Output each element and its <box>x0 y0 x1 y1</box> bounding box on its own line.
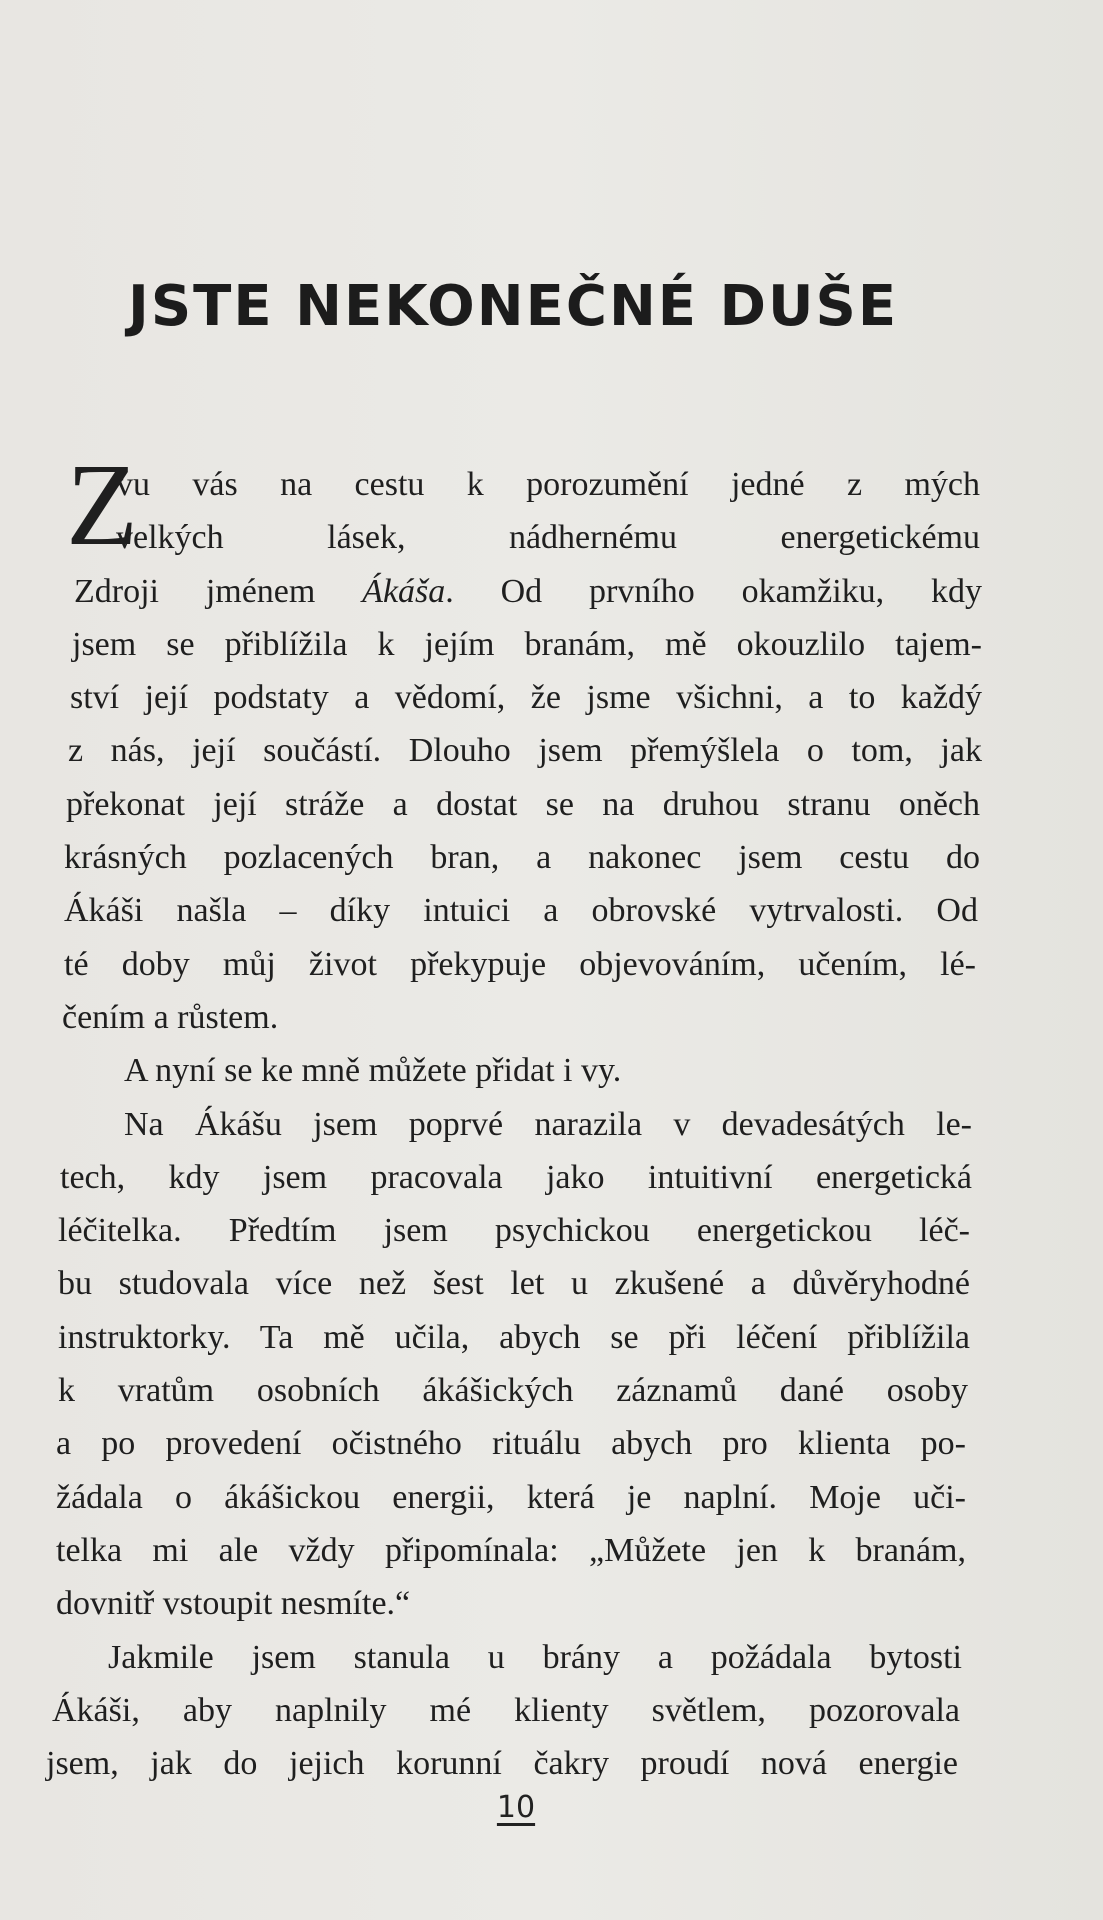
page-number <box>0 1788 1032 1828</box>
text-segment: a po provedení očistného rituálu abych pro klienta po- <box>56 1425 966 1463</box>
text-line <box>124 1044 740 1097</box>
text-segment: k vratům osobních ákášických záznamů dané osoby <box>58 1372 968 1410</box>
text-segment: Ákáši našla – díky intuici a obrovské vytrvalosti. Od <box>64 892 978 930</box>
text-line <box>56 1577 500 1630</box>
text-line <box>64 831 980 884</box>
body-text <box>0 439 1000 1790</box>
text-segment: vu vás na cestu k porozumění jedné z mých <box>116 466 980 503</box>
text-line <box>56 1471 966 1524</box>
text-line <box>58 1364 968 1417</box>
text-segment: té doby můj život překypuje objevováním, učením, lé- <box>64 945 976 983</box>
text-line <box>72 618 982 671</box>
text-segment: jsem se přiblížila k jejím branám, mě okouzlilo tajem- <box>72 625 982 663</box>
text-segment: jsem, jak do jejich korunní čakry proudí nová energie <box>46 1745 958 1783</box>
text-line <box>60 1151 972 1204</box>
text-line <box>52 1684 960 1737</box>
text-segment: telka mi ale vždy připomínala: „Můžete jen k branám, <box>56 1531 966 1569</box>
text-line <box>64 938 976 991</box>
text-line <box>116 511 980 564</box>
text-line <box>116 458 980 511</box>
text-line <box>46 1737 958 1790</box>
text-segment: . Od prvního okamžiku, kdy <box>445 572 982 610</box>
text-segment: instruktorky. Ta mě učila, abych se při léčení přiblížila <box>58 1318 970 1356</box>
text-line <box>108 1631 962 1684</box>
text-segment: bu studovala více než šest let u zkušené a důvěryhodné <box>58 1265 970 1303</box>
text-line <box>62 991 560 1044</box>
text-line <box>68 724 982 777</box>
text-segment: překonat její stráže a dostat se na druhou stranu oněch <box>66 785 980 823</box>
text-segment: Ákáši, aby naplnily mé klienty světlem, pozorovala <box>52 1691 960 1729</box>
text-segment: z nás, její součástí. Dlouho jsem přemýšlela o tom, jak <box>68 732 982 770</box>
text-line <box>64 884 978 937</box>
text-segment: žádala o ákášickou energii, která je naplní. Moje uči- <box>56 1478 966 1516</box>
text-segment: ství její podstaty a vědomí, že jsme všichni, a to každý <box>70 679 982 717</box>
text-segment: Jakmile jsem stanula u brány a požádala bytosti <box>108 1638 962 1676</box>
text-line <box>124 1098 972 1151</box>
text-segment: Zdroji jménem <box>74 572 363 610</box>
drop-cap: Z <box>66 439 139 570</box>
text-segment: A nyní se ke mně můžete přidat i vy. <box>124 1052 622 1090</box>
text-line <box>56 1417 966 1470</box>
text-line <box>58 1204 970 1257</box>
text-line <box>70 671 982 724</box>
page-number-value: 10 <box>496 1790 536 1825</box>
chapter-title: JSTE NEKONEČNÉ DUŠE <box>128 274 899 339</box>
text-line <box>58 1257 970 1310</box>
text-segment: čením a růstem. <box>62 998 279 1036</box>
text-line <box>56 1524 966 1577</box>
text-line <box>66 778 980 831</box>
text-line <box>58 1311 970 1364</box>
text-segment: Ákáša <box>362 572 446 610</box>
text-line <box>74 565 982 618</box>
text-segment: tech, kdy jsem pracovala jako intuitivní energetická <box>60 1158 972 1196</box>
text-segment: Na Ákášu jsem poprvé narazila v devadesátých le- <box>124 1105 972 1143</box>
text-segment: léčitelka. Předtím jsem psychickou energetickou léč- <box>58 1212 970 1250</box>
text-segment: dovnitř vstoupit nesmíte.“ <box>56 1585 411 1623</box>
text-segment: krásných pozlacených bran, a nakonec jsem cestu do <box>64 839 980 877</box>
text-segment: velkých lásek, nádhernému energetickému <box>116 519 980 557</box>
